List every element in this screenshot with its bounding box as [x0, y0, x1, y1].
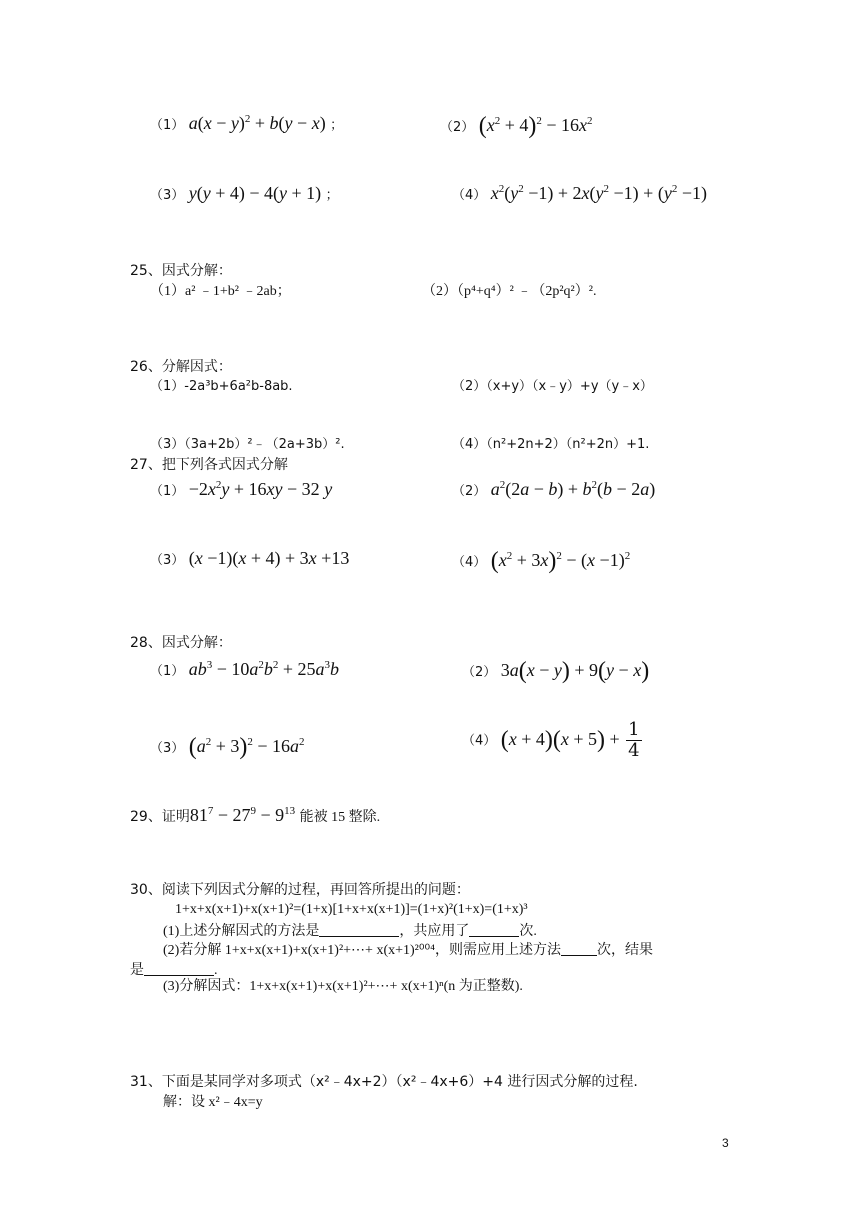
q24-part3-tail: ；	[325, 188, 339, 203]
q28-part3	[150, 733, 305, 760]
q24-part4	[452, 184, 707, 202]
q30-blank-method[interactable]	[319, 922, 399, 937]
q27-part4-label: （4）	[452, 555, 487, 570]
q30-subq1-text-b: ，共应用了	[399, 924, 470, 939]
q27-part2-expr: $a^2(2a - b) + b^2(b - 2a)$	[490, 479, 656, 499]
q30-subq1	[163, 922, 537, 939]
q26-part4: （4）（n²+2n+2）（n²+2n）+1.	[452, 437, 650, 452]
q27-part3	[150, 549, 349, 567]
q27-part4	[452, 547, 631, 574]
q29-expr: $81^7 - 27^9 - 9^{13}$	[189, 805, 296, 825]
q27-part1-expr: $-2x^2y + 16xy - 32$ y	[188, 479, 333, 499]
q28-part3-label: （3）	[150, 741, 185, 756]
q27-part3-expr: (x −1)(x + 4) + 3x +13	[188, 548, 350, 568]
q24-part4-label: （4）	[452, 188, 487, 203]
q28-fraction-numerator: 1	[628, 719, 640, 740]
q24-part3-label: （3）	[150, 188, 185, 203]
q28-part4	[462, 720, 642, 761]
q30-subq2-text-c: 是	[130, 963, 144, 978]
q26-title: 26、分解因式：	[130, 359, 232, 375]
q31-solution-line1: 解：设 x²﹣4x=y	[163, 1095, 263, 1110]
q29-suffix: 能被 15 整除.	[299, 810, 381, 825]
q25-part1: （1）a² ﹣1+b² ﹣2ab；	[150, 284, 291, 299]
q27-part3-label: （3）	[150, 553, 185, 568]
q30-blank-result[interactable]	[144, 961, 214, 976]
q30-subq2-text-a: (2)若分解 1+x+x(x+1)+x(x+1)²+⋯+ x(x+1)²⁰⁰⁴，则需应用上述方法	[163, 943, 561, 958]
q24-part3-expr: y(y + 4) − 4(y + 1)	[188, 183, 322, 203]
q28-part4-expr: (x + 4)(x + 5) +	[500, 726, 620, 753]
q26-part2: （2）（x+y）（x﹣y）+y（y﹣x）	[452, 379, 653, 394]
q24-part3	[150, 184, 339, 202]
q27-title: 27、把下列各式因式分解	[130, 457, 288, 473]
q30-title: 30、阅读下列因式分解的过程，再回答所提出的问题：	[130, 882, 470, 898]
q28-part2-expr: 3a(x − y) + 9(y − x)	[500, 658, 650, 684]
q30-subq2-text-b: 次，结果	[596, 943, 653, 958]
q29-line	[130, 806, 380, 825]
q27-part1	[150, 480, 332, 498]
q27-part2	[452, 480, 655, 498]
q30-subq2-cont	[130, 961, 218, 978]
q30-process: 1+x+x(x+1)+x(x+1)²=(1+x)[1+x+x(x+1)]=(1+x)²(1+x)=(1+x)³	[175, 902, 528, 917]
q27-part2-label: （2）	[452, 484, 487, 499]
q24-part1-expr: $a(x - y)^2 + b(y - x)$	[188, 113, 326, 133]
q30-subq1-text-a: (1)上述分解因式的方法是	[163, 924, 320, 939]
q30-subq3: (3)分解因式：1+x+x(x+1)+x(x+1)²+⋯+ x(x+1)ⁿ(n 为正整数).	[163, 979, 523, 994]
q28-part1-expr: $ab^3 - 10a^2b^2 + 25a^3b$	[188, 659, 340, 679]
q24-part2-label: （2）	[440, 120, 475, 135]
q28-part4-fraction	[626, 720, 641, 761]
q28-part2-label: （2）	[462, 665, 497, 680]
q28-part1	[150, 660, 339, 678]
q30-subq1-text-c: 次.	[519, 924, 537, 939]
q24-part1-tail: ；	[330, 118, 344, 133]
q26-part1: （1）-2a³b+6a²b-8ab.	[150, 379, 293, 394]
q28-title: 28、因式分解：	[130, 635, 232, 651]
q28-part4-label: （4）	[462, 733, 497, 749]
q27-part4-expr: $(x^2 + 3x)^2 - (x -1)^2$	[490, 548, 631, 574]
q24-part2	[440, 112, 593, 139]
q25-title: 25、因式分解：	[130, 263, 232, 279]
q24-part4-expr: $x^2(y^2 -1) + 2x(y^2 -1) + (y^2 -1)$	[490, 183, 707, 203]
q30-blank-count2[interactable]	[561, 941, 597, 956]
q28-part2	[462, 657, 650, 684]
page-number: 3	[722, 1136, 729, 1150]
q30-subq2	[163, 941, 653, 958]
q30-blank-count1[interactable]	[469, 922, 519, 937]
q31-title: 31、下面是某同学对多项式（x²﹣4x+2）（x²﹣4x+6）+4 进行因式分解的过程.	[130, 1074, 638, 1090]
q24-part1	[150, 114, 343, 132]
q29-prefix: 29、证明	[130, 809, 190, 825]
q25-part2: （2）（p⁴+q⁴）² ﹣（2p²q²）².	[422, 284, 597, 299]
q26-part3: （3）（3a+2b）²﹣（2a+3b）².	[150, 437, 345, 452]
q24-part2-expr: $(x^2 + 4)^2 - 16x^2$	[478, 113, 593, 139]
q28-fraction-denominator: 4	[628, 740, 640, 761]
q28-part3-expr: $(a^2 + 3)^2 - 16a^2$	[188, 734, 305, 760]
q30-subq2-text-d: .	[214, 963, 218, 978]
q28-part1-label: （1）	[150, 664, 185, 679]
q27-part1-label: （1）	[150, 484, 185, 499]
q24-part1-label: （1）	[150, 118, 185, 133]
